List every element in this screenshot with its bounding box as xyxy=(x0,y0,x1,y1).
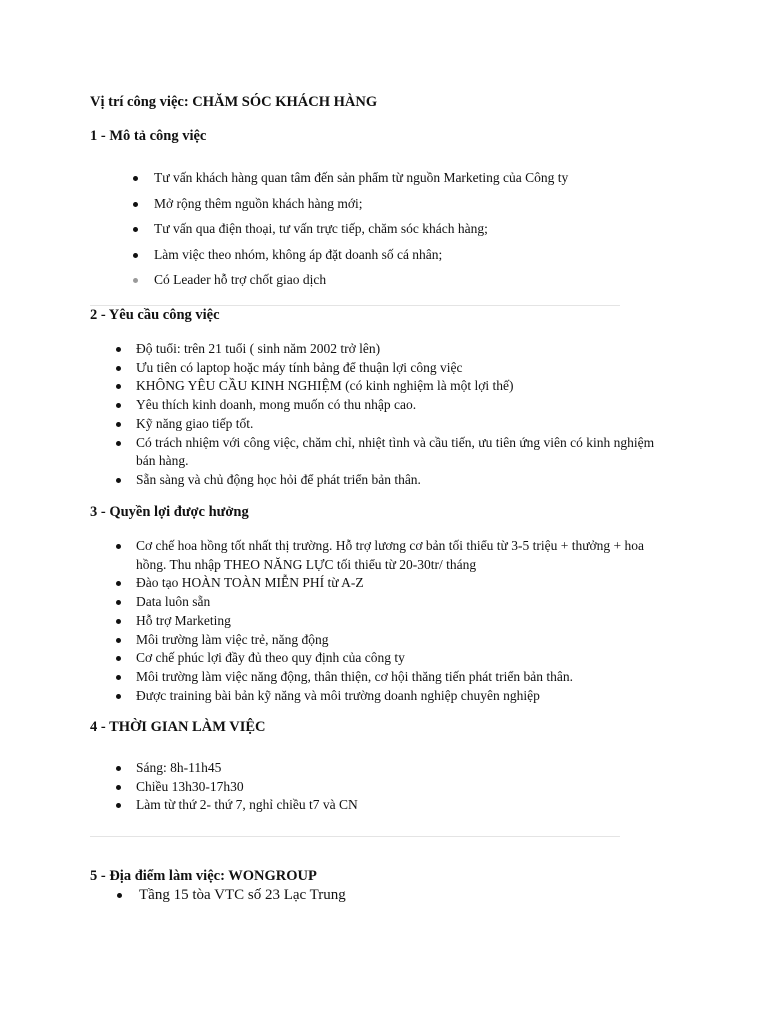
list-item: Hỗ trợ Marketing xyxy=(136,612,676,631)
divider xyxy=(90,305,620,306)
section-5-heading: 5 - Địa điểm làm việc: WONGROUP xyxy=(90,868,317,884)
list-item: Sẵn sàng và chủ động học hỏi để phát triển bản thân. xyxy=(136,471,676,490)
list-item: Chiều 13h30-17h30 xyxy=(136,778,676,797)
list-item: KHÔNG YÊU CẦU KINH NGHIỆM (có kinh nghiệm là một lợi thế) xyxy=(136,377,676,396)
list-item: Đào tạo HOÀN TOÀN MIỄN PHÍ từ A-Z xyxy=(136,574,676,593)
section-2-heading: 2 - Yêu cầu công việc xyxy=(90,307,220,323)
list-item: Độ tuổi: trên 21 tuổi ( sinh năm 2002 trở lên) xyxy=(136,340,676,359)
list-item: Làm việc theo nhóm, không áp đặt doanh số cá nhân; xyxy=(154,245,714,271)
benefits-list xyxy=(136,537,676,705)
list-item: Cơ chế phúc lợi đầy đủ theo quy định của công ty xyxy=(136,649,676,668)
list-item: Môi trường làm việc năng động, thân thiện, cơ hội thăng tiến phát triển bản thân. xyxy=(136,668,676,687)
list-item: Data luôn sẵn xyxy=(136,593,676,612)
list-item: Được training bài bản kỹ năng và môi trường doanh nghiệp chuyên nghiệp xyxy=(136,687,676,706)
job-title: Vị trí công việc: CHĂM SÓC KHÁCH HÀNG xyxy=(90,94,378,110)
list-item: Ưu tiên có laptop hoặc máy tính bảng để thuận lợi công việc xyxy=(136,359,676,378)
section-3-heading: 3 - Quyền lợi được hưởng xyxy=(90,504,249,520)
list-item: Có Leader hỗ trợ chốt giao dịch xyxy=(154,270,714,296)
list-item: Tư vấn qua điện thoại, tư vấn trực tiếp, chăm sóc khách hàng; xyxy=(154,219,714,245)
divider xyxy=(90,836,620,837)
list-item: Làm từ thứ 2- thứ 7, nghỉ chiều t7 và CN xyxy=(136,796,676,815)
list-item: Sáng: 8h-11h45 xyxy=(136,759,676,778)
list-item: Tầng 15 tòa VTC số 23 Lạc Trung xyxy=(139,885,639,905)
working-hours-list xyxy=(136,759,676,815)
section-1-heading: 1 - Mô tả công việc xyxy=(90,128,207,144)
section-4-heading: 4 - THỜI GIAN LÀM VIỆC xyxy=(90,719,266,735)
job-description-list xyxy=(154,168,714,296)
list-item: Có trách nhiệm với công việc, chăm chỉ, nhiệt tình và cầu tiến, ưu tiên ứng viên có kinh nghiệm bán hàng. xyxy=(136,434,676,471)
location-list xyxy=(139,885,639,905)
requirements-list xyxy=(136,340,676,490)
list-item: Kỹ năng giao tiếp tốt. xyxy=(136,415,676,434)
list-item: Cơ chế hoa hồng tốt nhất thị trường. Hỗ trợ lương cơ bản tối thiểu từ 3-5 triệu + thưởng + hoa hồng. Thu nhập THEO NĂNG LỰC tối thiểu từ 20-30tr/ tháng xyxy=(136,537,676,574)
list-item: Yêu thích kinh doanh, mong muốn có thu nhập cao. xyxy=(136,396,676,415)
list-item: Tư vấn khách hàng quan tâm đến sản phẩm từ nguồn Marketing của Công ty xyxy=(154,168,714,194)
list-item: Môi trường làm việc trẻ, năng động xyxy=(136,631,676,650)
list-item: Mở rộng thêm nguồn khách hàng mới; xyxy=(154,194,714,220)
